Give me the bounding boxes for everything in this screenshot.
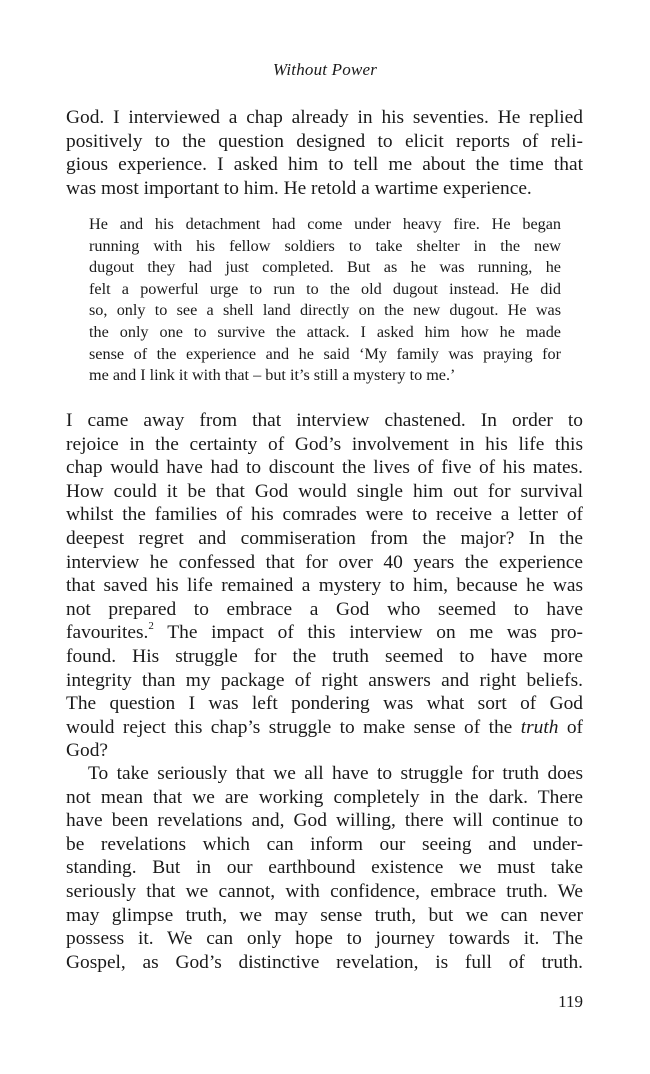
favourites-word: favourites. bbox=[66, 622, 149, 644]
text-line: chap would have had to discount the lives of five of his mates. bbox=[66, 457, 583, 479]
text-line: whilst the families of his comrades were to receive a letter of bbox=[66, 504, 583, 526]
text-line: found. His struggle for the truth seemed to have more bbox=[66, 645, 583, 667]
running-head: Without Power bbox=[272, 60, 378, 79]
text-line: that saved his life remained a mystery to him, because he was bbox=[66, 575, 583, 597]
text-line: interview he confessed that for over 40 years the experience bbox=[66, 551, 583, 573]
quote-line: dugout they had just completed. But as he was running, he bbox=[89, 258, 561, 277]
text-line: The question I was left pondering was what sort of God bbox=[66, 693, 583, 715]
text-fragment: The impact of this interview on me was pro- bbox=[153, 622, 583, 644]
text-line: possess it. We can only hope to journey towards it. The bbox=[66, 928, 583, 950]
text-line: gious experience. I asked him to tell me about the time that bbox=[66, 154, 583, 176]
text-line: I came away from that interview chastened. In order to bbox=[66, 410, 583, 431]
quote-line: sense of the experience and he said ‘My family was praying for bbox=[89, 344, 561, 363]
text-line: have been revelations and, God willing, there will continue to bbox=[66, 810, 583, 832]
footnote-marker[interactable]: 2 bbox=[148, 619, 154, 632]
quote-line: felt a powerful urge to run to the old dugout instead. He did bbox=[89, 279, 561, 298]
text-line-footnote bbox=[66, 621, 583, 645]
quote-line: running with his fellow soldiers to take shelter in the new bbox=[89, 236, 561, 255]
quote-line: me and I link it with that – but it’s still a mystery to me.’ bbox=[89, 366, 456, 385]
text-line: deepest regret and commiseration from the major? In the bbox=[66, 527, 583, 549]
text-line: How could it be that God would single him out for survival bbox=[66, 480, 583, 502]
text-fragment: would reject this chap’s struggle to make sense of the bbox=[66, 716, 521, 738]
text-line: positively to the question designed to elicit reports of reli- bbox=[66, 130, 583, 152]
text-line: integrity than my package of right answers and right beliefs. bbox=[66, 669, 583, 691]
text-line: God? bbox=[66, 740, 109, 762]
paragraph-truth bbox=[66, 762, 583, 974]
paragraph-intro bbox=[66, 106, 583, 200]
text-line: was most important to him. He retold a wartime experience. bbox=[66, 177, 532, 199]
text-line: be revelations which can inform our seeing and under- bbox=[66, 833, 583, 855]
quote-line: the only one to survive the attack. I asked him how he made bbox=[89, 322, 561, 341]
text-line: may glimpse truth, we may sense truth, but we can never bbox=[66, 904, 583, 926]
text-fragment: of bbox=[558, 716, 583, 738]
text-line: To take seriously that we all have to struggle for truth does bbox=[88, 763, 583, 784]
emphasis-truth: truth bbox=[520, 716, 559, 738]
text-line: Gospel, as God’s distinctive revelation, is full of truth. bbox=[66, 951, 583, 973]
text-line-emphasis bbox=[66, 716, 583, 740]
text-line: standing. But in our earthbound existence we must take bbox=[66, 857, 583, 879]
text-line: God. I interviewed a chap already in his seventies. He replied bbox=[66, 107, 583, 128]
block-quote bbox=[89, 214, 561, 387]
text-line: not mean that we are working completely in the dark. There bbox=[66, 786, 583, 808]
text-line: rejoice in the certainty of God’s involvement in his life this bbox=[66, 433, 583, 455]
quote-line: so, only to see a shell land directly on the new dugout. He was bbox=[89, 301, 561, 320]
page-number: 119 bbox=[558, 992, 583, 1011]
paragraph-reflection bbox=[66, 409, 583, 763]
text-line: seriously that we cannot, with confidence, embrace truth. We bbox=[66, 880, 583, 902]
quote-line: He and his detachment had come under heavy fire. He began bbox=[89, 215, 561, 233]
text-line: not prepared to embrace a God who seemed to have bbox=[66, 598, 583, 620]
